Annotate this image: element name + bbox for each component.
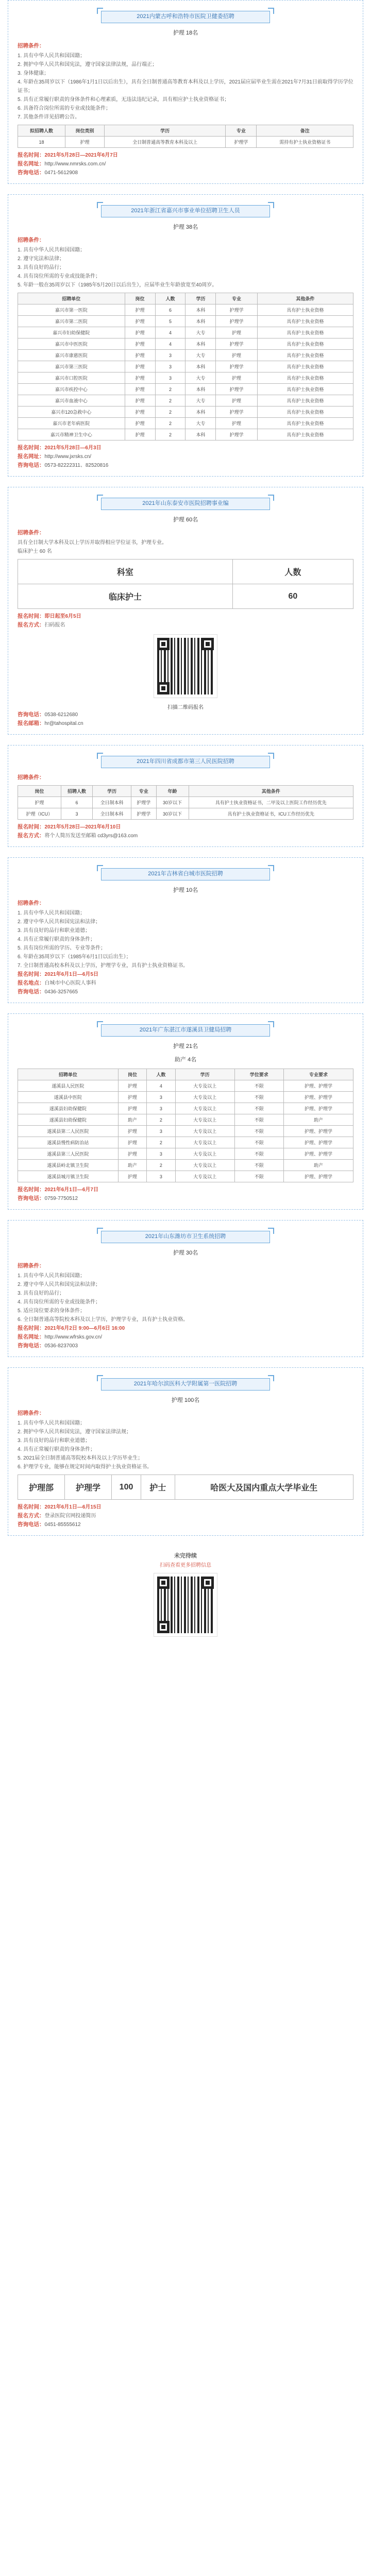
- condition-item: 7. 其他条件详见招聘公告。: [18, 114, 80, 120]
- job-section-2: 2021年浙江省嘉兴市事业单位招聘卫生人员 护理 38名 招聘条件： 1. 具有中华人民共和国国籍； 2. 遵守宪法和法律； 3. 具有良好的品行； 4. 具有岗位所需的专业或技能条件； 5. 年龄一般在35周岁以下（1985年5月20日以后出生），应届毕业生年龄放宽至40周岁。 招聘单位 岗位 人数 学历 专业 其他条件 嘉兴市第一医院 护理 6 本科 护理学 具有护士执业资格 嘉兴市第二医院 护理 5 本科 护理学 具有护士执业资格 嘉兴市妇幼保健院 护理 4 大专 护理 具有护士执业资格 嘉兴市中医医院 护理 4 本科 护理学 具有护士执业资格 嘉兴市康慈医院 护理 3 大专 护理 具有护士执业资格 嘉兴市第三医院 护理 3 本科 护理学 具有护士执业资格 嘉兴市口腔医院 护理 3 大专 护理 具有护士执业资格 嘉兴市疾控中心 护理 2 本科 护理学 具有护士执业资格 嘉兴市血液中心 护理 2 大专 护理 具有护士执业资格 嘉兴市120急救中心 护理 2 本科 护理学 具有护士执业资格 嘉兴市老年病医院 护理 2 大专 护理 具有护士执业资格 嘉兴市精神卫生中心 护理 2 本科 护理学 具有护士执业资格 报名时间：2021年5月28日—6月3日 报名网址：http://www.jxrsks.cn/ 咨询电话：0573-82222311、82520816: [8, 194, 363, 477]
- section-title: 2021年浙江省嘉兴市事业单位招聘卫生人员: [131, 208, 240, 214]
- condition-item: 2. 遵守宪法和法律；: [18, 256, 65, 262]
- recruit-count: 护理 60名: [173, 517, 198, 523]
- table-row: 遂溪县中医院 护理 3 大专及以上 不限 护理、护理学: [18, 1092, 353, 1103]
- section-header: [8, 202, 363, 218]
- contact-phone: 0536-8237003: [44, 1343, 78, 1349]
- qr-caption: 扫描二维码报名: [167, 705, 204, 710]
- registration-time: 即日起至6月5日: [44, 614, 81, 619]
- condition-item: 4. 具有正常履行职责的身体条件；: [18, 1447, 96, 1452]
- section-header: [8, 753, 363, 769]
- job-section-5: 2021年吉林省白城市医院招聘 护理 10名 招聘条件： 1. 具有中华人民共和国国籍； 2. 遵守中华人民共和国宪法和法律； 3. 具有良好的品行和职业道德； 4. 具有正常履行职责的身体条件； 5. 具有岗位所需的学历、专业等条件； 6. 年龄在35周岁以下（1985年6月1日以后出生）； 7. 全日制普通高校本科及以上学历，护理学专业，具有护士执业资格证书。 报名时间：2021年6月1日—6月5日 报名地点：白城市中心医院人事科 咨询电话：0436-3257665: [8, 857, 363, 1003]
- condition-item: 1. 具有中华人民共和国国籍；: [18, 1273, 86, 1279]
- condition-item: 3. 身体健康；: [18, 71, 49, 76]
- recruit-count: 护理 10名: [173, 887, 198, 893]
- table-row: 护理 6 全日制本科 护理学 30岁以下 具有护士执业资格证书，二甲及以上医院工作经历优先: [18, 797, 353, 808]
- contact-phone: 0436-3257665: [44, 989, 78, 995]
- condition-item: 1. 具有中华人民共和国国籍；: [18, 1420, 86, 1426]
- condition-item: 2. 拥护中华人民共和国宪法，遵守国家法律法规，品行端正；: [18, 62, 158, 67]
- table-row: 遂溪县慢性病防治站 护理 2 大专及以上 不限 护理、护理学: [18, 1137, 353, 1148]
- positions-table: 招聘单位 岗位 人数 学历 专业 其他条件 嘉兴市第一医院 护理 6 本科 护理学 具有护士执业资格 嘉兴市第二医院 护理 5 本科 护理学 具有护士执业资格 嘉兴市妇幼保健院 护理 4 大专 护理 具有护士执业资格 嘉兴市中医医院 护理 4 本科 护理学 具有护士执业资格 嘉兴市康慈医院 护理 3 大专 护理 具有护士执业资格 嘉兴市第三医院 护理 3 本科 护理学 具有护士执业资格 嘉兴市口腔医院 护理 3 大专 护理 具有护士执业资格 嘉兴市疾控中心 护理 2 本科 护理学 具有护士执业资格 嘉兴市血液中心 护理 2 大专 护理 具有护士执业资格 嘉兴市120急救中心 护理 2 本科 护理学 具有护士执业资格 嘉兴市老年病医院 护理 2 大专 护理 具有护士执业资格 嘉兴市精神卫生中心 护理 2 本科 护理学 具有护士执业资格: [18, 293, 353, 440]
- condition-item: 4. 年龄在35周岁以下（1986年1月1日以后出生），具有全日制普通高等教育本科及以上学历，2021届应届毕业生需在2021年7月31日前取得学历学位证书；: [18, 79, 353, 94]
- condition-item: 5. 适应岗位要求的身体条件；: [18, 1308, 86, 1314]
- registration-method: 扫码报名: [44, 622, 65, 628]
- section-title: 2021内蒙古呼和浩特市医院卫健委招聘: [137, 13, 234, 20]
- table-row: 嘉兴市疾控中心 护理 2 本科 护理学 具有护士执业资格: [18, 384, 353, 395]
- table-row: 嘉兴市第一医院 护理 6 本科 护理学 具有护士执业资格: [18, 304, 353, 316]
- table-row: 遂溪县岭北镇卫生院 助产 2 大专及以上 不限 助产: [18, 1160, 353, 1171]
- table-row: 嘉兴市精神卫生中心 护理 2 本科 护理学 具有护士执业资格: [18, 429, 353, 440]
- section-title: 2021年广东湛江市遂溪县卫健局招聘: [139, 1027, 232, 1033]
- contact-phone: 0573-82222311、82520816: [44, 463, 109, 468]
- section-title: 2021年山东泰安市医院招聘事业编: [142, 500, 229, 506]
- condition-item: 2. 遵守中华人民共和国宪法和法律；: [18, 1282, 101, 1287]
- section-header: [8, 8, 363, 24]
- job-section-4: 2021年四川省成都市第三人民医院招聘 招聘条件： 岗位 招聘人数 学历 专业 年龄 其他条件 护理 6 全日制本科 护理学 30岁以下 具有护士执业资格证书，二甲及以上医院工作经历优先 护理（ICU） 3 全日制本科 护理学 30岁以下 具有护士执业资格证书，ICU工作经历优先 报名时间：2021年5月28日—2021年6月10日 报名方式：将个人简历发送至邮箱 cd3yrs@163.com: [8, 745, 363, 847]
- condition-item: 5. 具有正常履行职责的身体条件和心理素质，无违法违纪记录，具有相应护士执业资格证书；: [18, 97, 230, 103]
- condition-item: 3. 具有良好的品行；: [18, 1291, 65, 1296]
- condition-item: 2. 遵守中华人民共和国宪法和法律；: [18, 919, 101, 925]
- table-row: 嘉兴市血液中心 护理 2 大专 护理 具有护士执业资格: [18, 395, 353, 406]
- condition-item: 1. 具有中华人民共和国国籍；: [18, 53, 86, 59]
- table-row: 嘉兴市第三医院 护理 3 本科 护理学 具有护士执业资格: [18, 361, 353, 372]
- table-row: 嘉兴市老年病医院 护理 2 大专 护理 具有护士执业资格: [18, 418, 353, 429]
- table-row: 遂溪县妇幼保健院 护理 3 大专及以上 不限 护理、护理学: [18, 1103, 353, 1114]
- section-title: 2021年山东潍坊市卫生系统招聘: [145, 1233, 226, 1240]
- condition-item: 3. 具有良好的品行；: [18, 265, 65, 270]
- condition-item: 5. 年龄一般在35周岁以下（1985年5月20日以后出生），应届毕业生年龄放宽至40周岁。: [18, 282, 217, 288]
- to-be-continued: 未完待续: [174, 1553, 197, 1559]
- section-header: [8, 1228, 363, 1244]
- condition-item: 3. 具有良好的品行和职业道德；: [18, 928, 91, 934]
- registration-time: 2021年6月1日—6月15日: [44, 1504, 102, 1510]
- contact-phone: 0451-85555612: [44, 1522, 81, 1528]
- condition-item: 1. 具有中华人民共和国国籍；: [18, 910, 86, 916]
- positions-table: 科室 人数 临床护士 60: [18, 559, 353, 609]
- table-row: 嘉兴市口腔医院 护理 3 大专 护理 具有护士执业资格: [18, 372, 353, 384]
- table-row: 护理部 护理学 100 护士 哈医大及国内重点大学毕业生: [18, 1475, 353, 1500]
- registration-link[interactable]: http://www.jxrsks.cn/: [44, 454, 92, 460]
- registration-time: 2021年6月1日—6月7日: [44, 1187, 98, 1193]
- condition-item: 7. 全日制普通高校本科及以上学历，护理学专业，具有护士执业资格证书。: [18, 963, 189, 969]
- recruit-count: 护理 30名: [173, 1250, 198, 1256]
- table-row: 遂溪县第三人民医院 护理 3 大专及以上 不限 护理、护理学: [18, 1148, 353, 1160]
- condition-item: 6. 护理学专业，能够在规定时间内取得护士执业资格证书。: [18, 1464, 153, 1470]
- table-row: 18 护理 全日制普通高等教育本科及以上 护理学 需持有护士执业资格证书: [18, 137, 353, 148]
- section-title: 2021年吉林省白城市医院招聘: [148, 871, 223, 877]
- table-row: 嘉兴市第二医院 护理 5 本科 护理学 具有护士执业资格: [18, 316, 353, 327]
- table-row: 嘉兴市120急救中心 护理 2 本科 护理学 具有护士执业资格: [18, 406, 353, 418]
- recruit-count: 护理 21名: [173, 1043, 198, 1049]
- job-section-8: 2021年哈尔滨医科大学附属第一医院招聘 护理 100名 招聘条件： 1. 具有中华人民共和国国籍； 2. 拥护中华人民共和国宪法，遵守国家法律法规； 3. 具有良好的品行和职业道德； 4. 具有正常履行职责的身体条件； 5. 2021届全日制普通高等院校本科及以上学历毕业生； 6. 护理学专业，能够在规定时间内取得护士执业资格证书。 护理部 护理学 100 护士 哈医大及国内重点大学毕业生 报名时间：2021年6月1日—6月15日 报名方式：登录医院官网投递简历 咨询电话：0451-85555612: [8, 1367, 363, 1536]
- job-section-1: 2021内蒙古呼和浩特市医院卫健委招聘 护理 18名 招聘条件： 1. 具有中华人民共和国国籍； 2. 拥护中华人民共和国宪法，遵守国家法律法规，品行端正； 3. 身体健康； 4. 年龄在35周岁以下（1986年1月1日以后出生），具有全日制普通高等教育本科及以上学历，2021届应届毕业生需在2021年7月31日前取得学历学位证书； 5. 具有正常履行职责的身体条件和心理素质，无违法违纪记录，具有相应护士执业资格证书； 6. 具备符合岗位所需的专业或技能条件； 7. 其他条件详见招聘公告。 拟招聘人数 岗位类别 学历 专业 备注 18 护理 全日制普通高等教育本科及以上 护理学 需持有护士执业资格证书 报名时间：2021年5月28日—2021年6月7日 报名网址：http://www.nmrsks.com.cn/ 咨询电话：0471-5612908: [8, 0, 363, 184]
- table-row: 遂溪县妇幼保健院 助产 2 大专及以上 不限 助产: [18, 1114, 353, 1126]
- registration-time: 2021年5月28日—6月3日: [44, 445, 102, 451]
- condition-item: 6. 具备符合岗位所需的专业或技能条件；: [18, 106, 111, 111]
- table-row: 遂溪县第二人民医院 护理 3 大专及以上 不限 护理、护理学: [18, 1126, 353, 1137]
- condition-item: 具有全日制大学本科及以上学历并取得相应学位证书，护理专业。: [18, 540, 167, 546]
- registration-time: 2021年5月28日—2021年6月10日: [44, 824, 121, 830]
- condition-item: 1. 具有中华人民共和国国籍；: [18, 247, 86, 253]
- table-row: 遂溪县城月镇卫生院 护理 3 大专及以上 不限 护理、护理学: [18, 1171, 353, 1182]
- section-header: [8, 1375, 363, 1392]
- table-row: 嘉兴市康慈医院 护理 3 大专 护理 具有护士执业资格: [18, 350, 353, 361]
- recruit-count: 护理 18名: [173, 30, 198, 36]
- registration-time: 2021年5月28日—2021年6月7日: [44, 152, 118, 158]
- positions-table: 招聘单位 岗位 人数 学历 学位要求 专业要求 遂溪县人民医院 护理 4 大专及以上 不限 护理、护理学 遂溪县中医院 护理 3 大专及以上 不限 护理、护理学 遂溪县妇幼保健院 护理 3 大专及以上 不限 护理、护理学 遂溪县妇幼保健院 助产 2 大专及以上 不限 助产 遂溪县第二人民医院 护理 3 大专及以上 不限 护理、护理学 遂溪县慢性病防治站 护理 2 大专及以上 不限 护理、护理学 遂溪县第三人民医院 护理 3 大专及以上 不限 护理、护理学 遂溪县岭北镇卫生院 助产 2 大专及以上 不限 助产 遂溪县城月镇卫生院 护理 3 大专及以上 不限 护理、护理学: [18, 1069, 353, 1182]
- section-title: 2021年哈尔滨医科大学附属第一医院招聘: [133, 1381, 238, 1387]
- contact-phone: 0759-7750512: [44, 1196, 78, 1201]
- job-section-7: 2021年山东潍坊市卫生系统招聘 护理 30名 招聘条件： 1. 具有中华人民共和国国籍； 2. 遵守中华人民共和国宪法和法律； 3. 具有良好的品行； 4. 具有岗位所需的专业或技能条件； 5. 适应岗位要求的身体条件； 6. 全日制普通高等院校本科及以上学历，护理学专业，具有护士执业资格。 报名时间：2021年6月2日 9:00—6月6日 16:00 报名网址：http://www.wfrsks.gov.cn/ 咨询电话：0536-8237003: [8, 1220, 363, 1357]
- condition-item: 2. 拥护中华人民共和国宪法，遵守国家法律法规；: [18, 1429, 132, 1435]
- scan-prompt: 扫码查看更多招聘信息: [160, 1563, 211, 1568]
- registration-method: 将个人简历发送至邮箱 cd3yrs@163.com: [44, 833, 138, 839]
- positions-table: 岗位 招聘人数 学历 专业 年龄 其他条件 护理 6 全日制本科 护理学 30岁以下 具有护士执业资格证书，二甲及以上医院工作经历优先 护理（ICU） 3 全日制本科 护理学 30岁以下 具有护士执业资格证书，ICU工作经历优先: [18, 785, 353, 820]
- condition-item: 6. 年龄在35周岁以下（1985年6月1日以后出生）；: [18, 954, 131, 960]
- contact-phone: 0471-5612908: [44, 170, 78, 176]
- table-row: 嘉兴市中医医院 护理 4 本科 护理学 具有护士执业资格: [18, 338, 353, 350]
- job-section-6: 2021年广东湛江市遂溪县卫健局招聘 护理 21名 助产 4名 招聘单位 岗位 人数 学历 学位要求 专业要求 遂溪县人民医院 护理 4 大专及以上 不限 护理、护理学 遂溪县中医院 护理 3 大专及以上 不限 护理、护理学 遂溪县妇幼保健院 护理 3 大专及以上 不限 护理、护理学 遂溪县妇幼保健院 助产 2 大专及以上 不限 助产 遂溪县第二人民医院 护理 3 大专及以上 不限 护理、护理学 遂溪县慢性病防治站 护理 2 大专及以上 不限 护理、护理学 遂溪县第三人民医院 护理 3 大专及以上 不限 护理、护理学 遂溪县岭北镇卫生院 助产 2 大专及以上 不限 助产 遂溪县城月镇卫生院 护理 3 大专及以上 不限 护理、护理学 报名时间：2021年6月1日—6月7日 咨询电话：0759-7750512: [8, 1013, 363, 1210]
- condition-item: 6. 全日制普通高等院校本科及以上学历，护理学专业，具有护士执业资格。: [18, 1317, 189, 1323]
- registration-location: 白城市中心医院人事科: [44, 980, 96, 986]
- recruit-count-2: 助产 4名: [174, 1057, 197, 1063]
- condition-item: 5. 2021届全日制普通高等院校本科及以上学历毕业生；: [18, 1455, 143, 1461]
- condition-item: 临床护士 60 名: [18, 549, 52, 554]
- footer: [0, 1546, 371, 1636]
- conditions-label: 招聘条件：: [18, 43, 45, 49]
- contact-email[interactable]: hr@tahospital.cn: [44, 721, 83, 726]
- table-row: 临床护士 60: [18, 584, 353, 609]
- table-row: 护理（ICU） 3 全日制本科 护理学 30岁以下 具有护士执业资格证书，ICU工作经历优先: [18, 808, 353, 820]
- section-header: [8, 495, 363, 511]
- registration-link[interactable]: http://www.wfrsks.gov.cn/: [44, 1334, 103, 1340]
- condition-item: 5. 具有岗位所需的学历、专业等条件；: [18, 945, 106, 951]
- registration-link[interactable]: http://www.nmrsks.com.cn/: [44, 161, 106, 167]
- registration-time: 2021年6月1日—6月5日: [44, 972, 98, 977]
- section-header: [8, 1021, 363, 1038]
- registration-method: 登录医院官网投递简历: [44, 1513, 96, 1519]
- qr-code-icon[interactable]: [154, 635, 217, 698]
- recruit-count: 护理 100名: [171, 1397, 200, 1403]
- registration-time: 2021年6月2日 9:00—6月6日 16:00: [44, 1326, 125, 1331]
- section-title: 2021年四川省成都市第三人民医院招聘: [137, 758, 234, 765]
- job-section-3: 2021年山东泰安市医院招聘事业编 护理 60名 招聘条件： 具有全日制大学本科及以上学历并取得相应学位证书，护理专业。 临床护士 60 名 科室 人数 临床护士 60 报名时间：即日起至6月5日 报名方式：扫码报名 扫描二维码报名 咨询电话：0538-6212680 报名邮箱：hr@tahospital.cn: [8, 487, 363, 735]
- condition-item: 4. 具有正常履行职责的身体条件；: [18, 937, 96, 942]
- table-row: 遂溪县人民医院 护理 4 大专及以上 不限 护理、护理学: [18, 1080, 353, 1092]
- recruit-count: 护理 38名: [173, 224, 198, 230]
- condition-item: 4. 具有岗位所需的专业或技能条件；: [18, 1299, 101, 1305]
- condition-item: 3. 具有良好的品行和职业道德；: [18, 1438, 91, 1444]
- qr-code-icon[interactable]: [154, 1573, 217, 1636]
- section-header: [8, 865, 363, 882]
- positions-table: 拟招聘人数 岗位类别 学历 专业 备注 18 护理 全日制普通高等教育本科及以上 护理学 需持有护士执业资格证书: [18, 125, 353, 148]
- condition-item: 4. 具有岗位所需的专业或技能条件；: [18, 274, 101, 279]
- table-row: 嘉兴市妇幼保健院 护理 4 大专 护理 具有护士执业资格: [18, 327, 353, 338]
- positions-table: [18, 1475, 353, 1500]
- contact-phone: 0538-6212680: [44, 712, 78, 718]
